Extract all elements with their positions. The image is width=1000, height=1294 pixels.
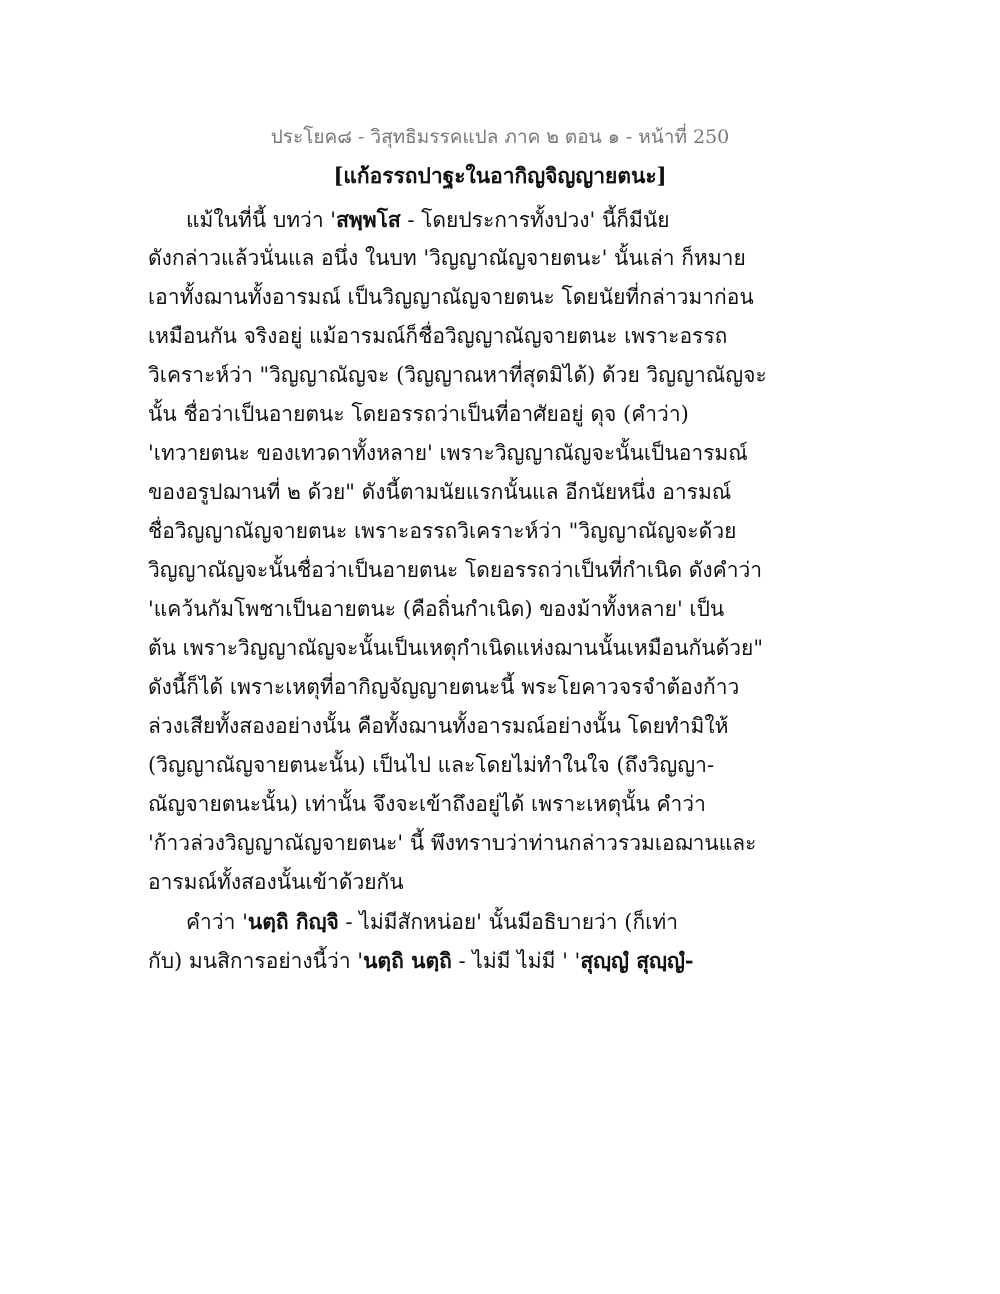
text-line: ต้น เพราะวิญญาณัญจะนั้นเป็นเหตุกำเนิดแห่งฌานนั้นเหมือนกันด้วย" [148, 636, 764, 660]
text-line: อารมณ์ทั้งสองนั้นเข้าด้วยกัน [148, 870, 404, 894]
text-line: นั้น ชื่อว่าเป็นอายตนะ โดยอรรถว่าเป็นที่อาศัยอยู่ ดุจ (คำว่า) [148, 402, 689, 426]
text-line: ชื่อวิญญาณัญจายตนะ เพราะอรรถวิเคราะห์ว่า "วิญญาณัญจะด้วย [148, 519, 737, 543]
text-line: กับ) มนสิการอย่างนี้ว่า 'นตฺถิ นตฺถิ - ไม่มี ไม่มี ' 'สุญฺญํ สุญฺญํ- [148, 948, 694, 973]
text-line: แม้ในที่นี้ บทว่า 'สพฺพโส - โดยประการทั้งปวง' นี้ก็มีนัย [186, 207, 670, 232]
text-line: 'เทวายตนะ ของเทวดาทั้งหลาย' เพราะวิญญาณัญจะนั้นเป็นอารมณ์ [148, 441, 748, 465]
section-heading: [แก้อรรถปาฐะในอากิญจิญญายตนะ] [333, 163, 667, 188]
text-line: ณัญจายตนะนั้น) เท่านั้น จึงจะเข้าถึงอยู่ได้ เพราะเหตุนั้น คำว่า [148, 792, 706, 816]
text-line: ดังนี้ก็ได้ เพราะเหตุที่อากิญจัญญายตนะนี้ พระโยคาวจรจำต้องก้าว [148, 675, 740, 699]
body-text [148, 200, 767, 980]
text-line: วิญญาณัญจะนั้นชื่อว่าเป็นอายตนะ โดยอรรถว่าเป็นที่กำเนิด ดังคำว่า [148, 558, 763, 582]
text-line: (วิญญาณัญจายตนะนั้น) เป็นไป และโดยไม่ทำในใจ (ถึงวิญญา- [148, 753, 715, 777]
running-header: ประโยค๘ - วิสุทธิมรรคแปล ภาค ๒ ตอน ๑ - หน้าที่ 250 [270, 126, 730, 148]
text-line: เหมือนกัน จริงอยู่ แม้อารมณ์ก็ชื่อวิญญาณัญจายตนะ เพราะอรรถ [148, 324, 728, 348]
pali-term: นตฺถิ กิญฺจิ [247, 909, 339, 934]
text-line: วิเคราะห์ว่า "วิญญาณัญจะ (วิญญาณหาที่สุดมิได้) ด้วย วิญญาณัญจะ [148, 363, 767, 387]
text-line: คำว่า 'นตฺถิ กิญฺจิ - ไม่มีสักหน่อย' นั้นมีอธิบายว่า (ก็เท่า [186, 909, 678, 934]
pali-term: นตฺถิ นตฺถิ [363, 948, 452, 973]
text-line: ล่วงเสียทั้งสองอย่างนั้น คือทั้งฌานทั้งอารมณ์อย่างนั้น โดยทำมิให้ [148, 714, 729, 738]
text-line: 'ก้าวล่วงวิญญาณัญจายตนะ' นี้ พึงทราบว่าท่านกล่าวรวมเอฌานและ [148, 831, 757, 855]
pali-term: สพฺพโส [336, 207, 401, 232]
text-line: 'แคว้นกัมโพชาเป็นอายตนะ (คือถิ่นกำเนิด) ของม้าทั้งหลาย' เป็น [148, 597, 725, 621]
text-line: เอาทั้งฌานทั้งอารมณ์ เป็นวิญญาณัญจายตนะ โดยนัยที่กล่าวมาก่อน [148, 285, 754, 309]
text-line: ของอรูปฌานที่ ๒ ด้วย" ดังนี้ตามนัยแรกนั้นแล อีกนัยหนึ่ง อารมณ์ [148, 480, 732, 504]
text-line: ดังกล่าวแล้วนั่นแล อนึ่ง ในบท 'วิญญาณัญจายตนะ' นั้นเล่า ก็หมาย [148, 246, 746, 270]
pali-term: สุญฺญํ สุญฺญํ- [580, 948, 694, 973]
